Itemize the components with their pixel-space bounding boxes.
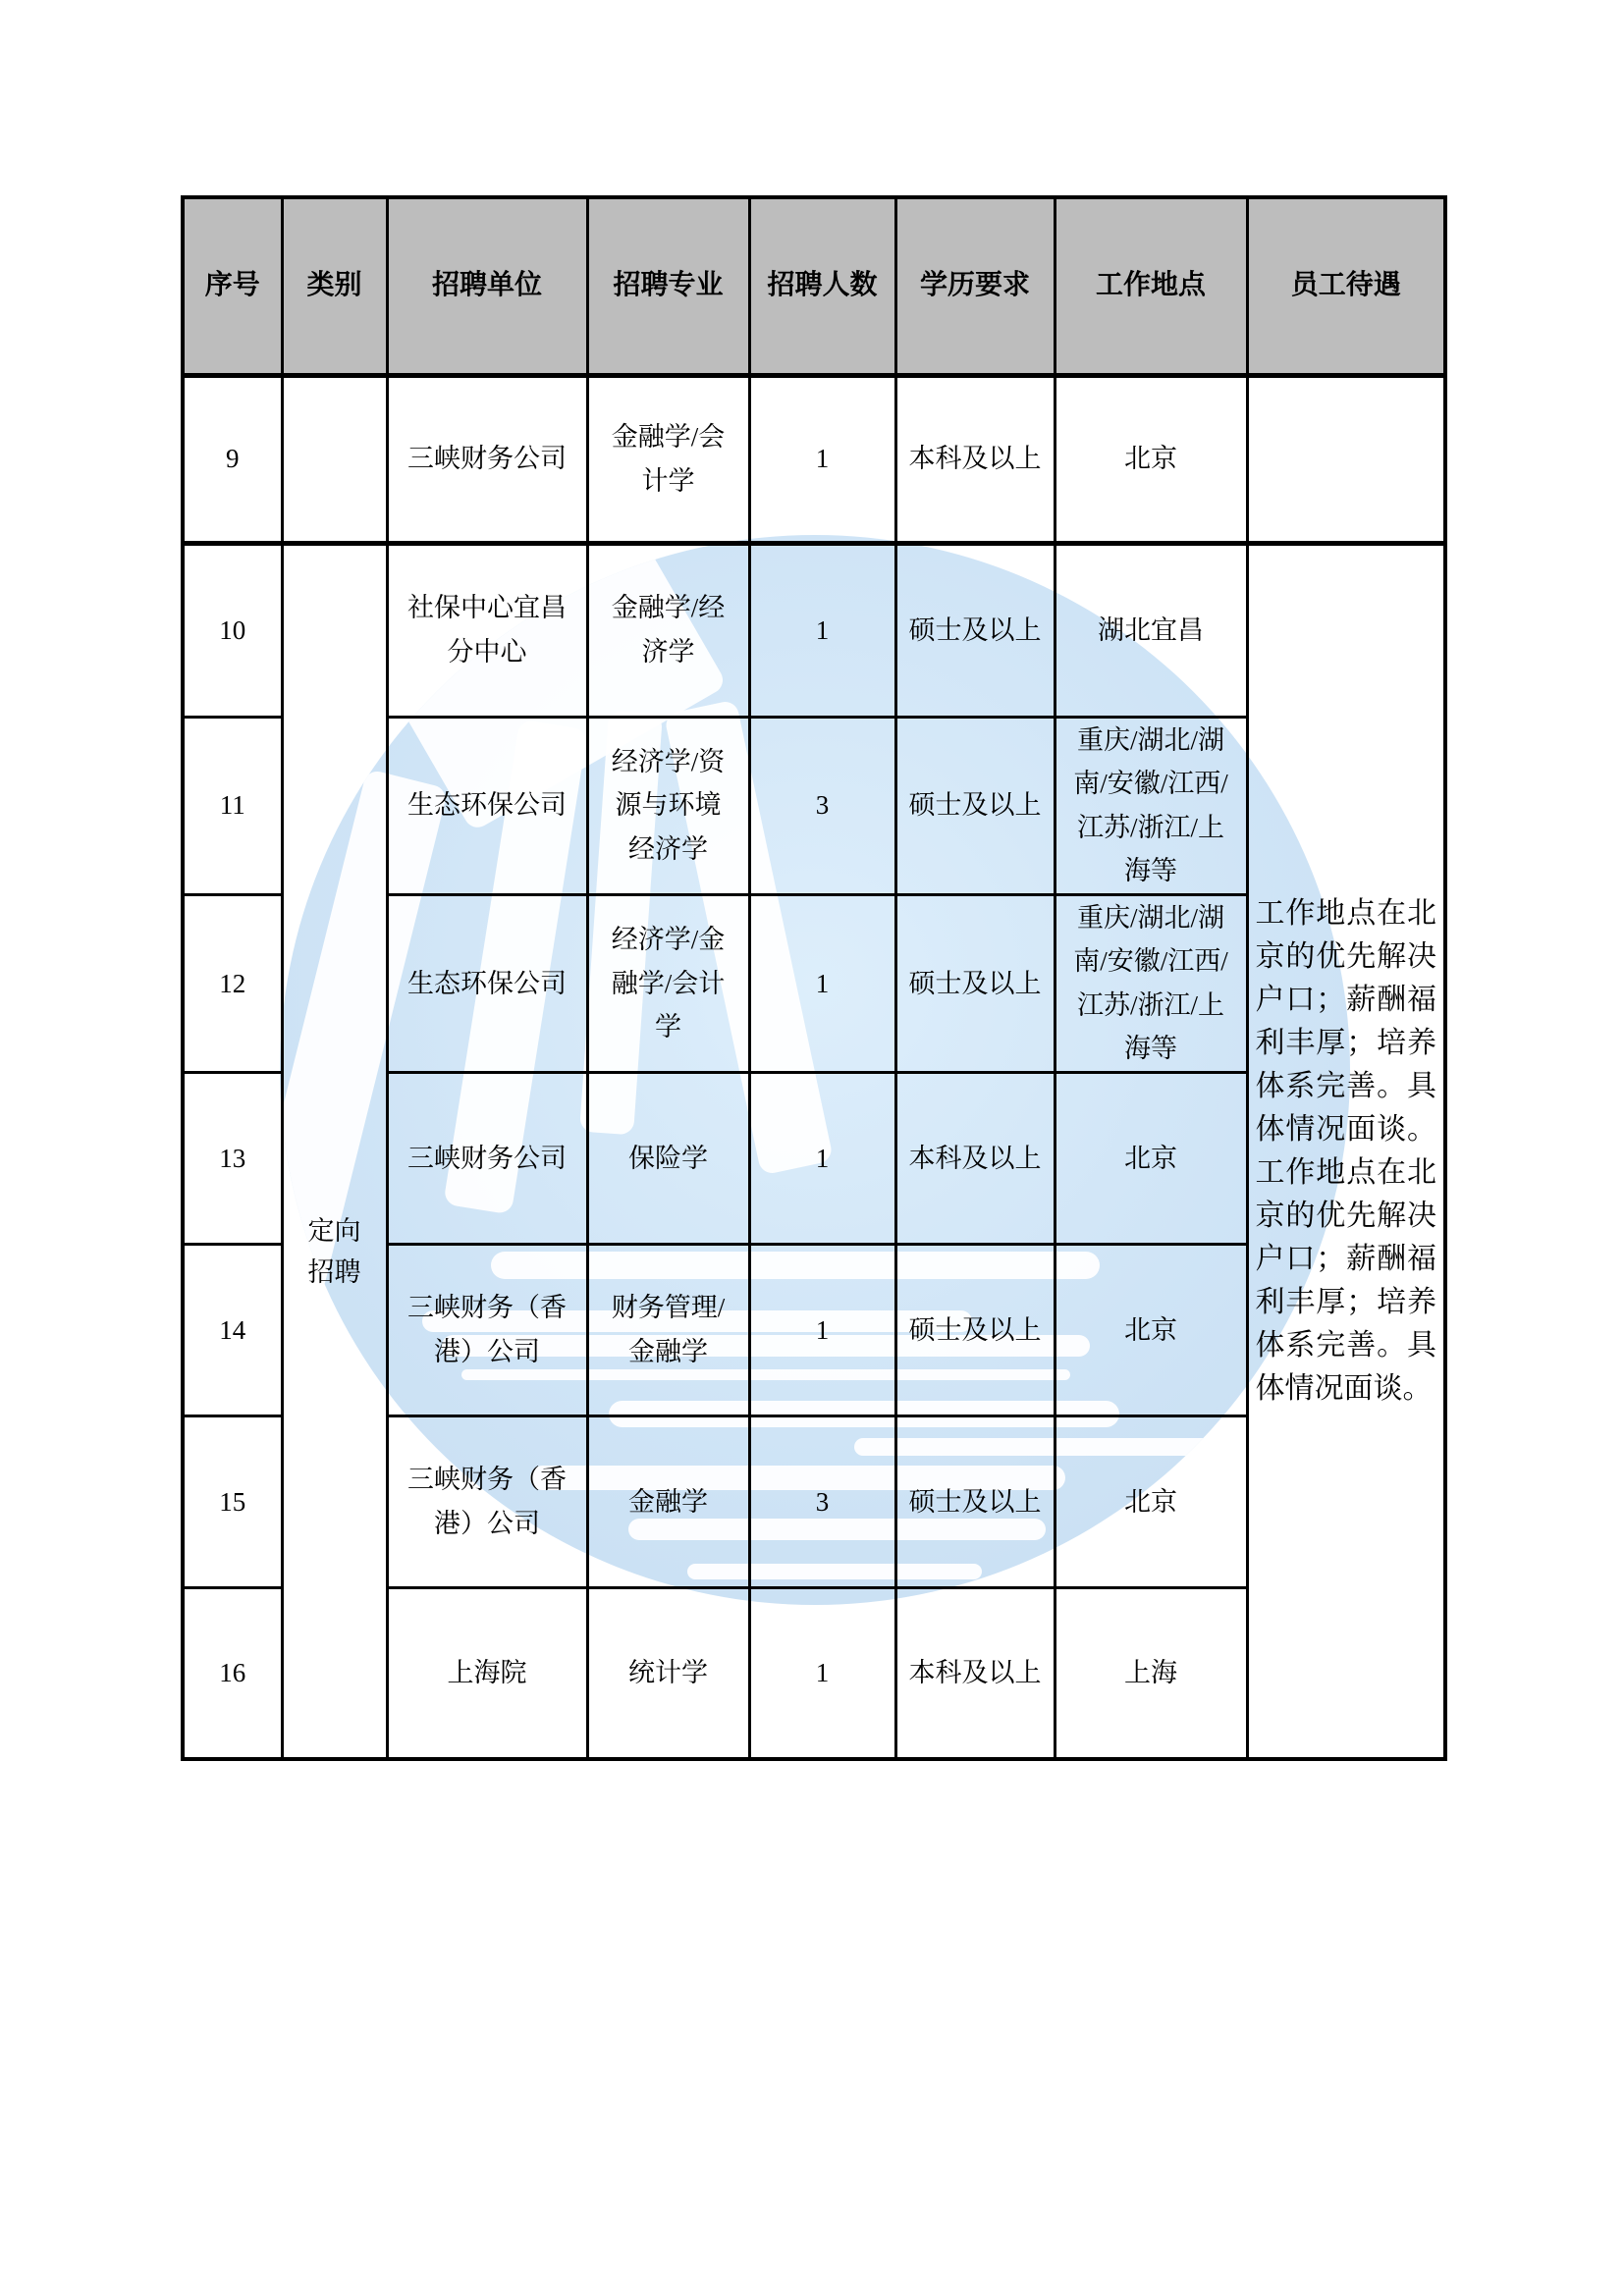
cell-unit: 上海院 [387, 1587, 587, 1759]
cell-location: 北京 [1055, 1244, 1247, 1415]
cell-category-empty [282, 375, 387, 543]
cell-location: 重庆/湖北/湖南/安徽/江西/江苏/浙江/上海等 [1055, 894, 1247, 1072]
cell-no: 12 [183, 894, 282, 1072]
cell-no: 13 [183, 1072, 282, 1244]
cell-major: 统计学 [587, 1587, 749, 1759]
header-count: 招聘人数 [749, 197, 895, 375]
cell-location: 湖北宜昌 [1055, 543, 1247, 717]
cell-major: 经济学/资源与环境经济学 [587, 717, 749, 894]
cell-count: 1 [749, 1244, 895, 1415]
cell-education: 硕士及以上 [895, 717, 1055, 894]
header-no: 序号 [183, 197, 282, 375]
cell-location: 重庆/湖北/湖南/安徽/江西/江苏/浙江/上海等 [1055, 717, 1247, 894]
cell-location: 北京 [1055, 1072, 1247, 1244]
cell-count: 1 [749, 1072, 895, 1244]
header-education: 学历要求 [895, 197, 1055, 375]
cell-no: 10 [183, 543, 282, 717]
cell-education: 本科及以上 [895, 375, 1055, 543]
category-label: 定向招聘 [307, 1215, 361, 1287]
header-unit: 招聘单位 [387, 197, 587, 375]
cell-education: 硕士及以上 [895, 543, 1055, 717]
cell-unit: 生态环保公司 [387, 717, 587, 894]
cell-no: 16 [183, 1587, 282, 1759]
cell-count: 1 [749, 1587, 895, 1759]
cell-major: 保险学 [587, 1072, 749, 1244]
header-benefits: 员工待遇 [1247, 197, 1445, 375]
cell-unit: 社保中心宜昌分中心 [387, 543, 587, 717]
header-location: 工作地点 [1055, 197, 1247, 375]
cell-major: 经济学/金融学/会计学 [587, 894, 749, 1072]
cell-education: 硕士及以上 [895, 1415, 1055, 1587]
cell-unit: 三峡财务（香港）公司 [387, 1415, 587, 1587]
cell-count: 1 [749, 375, 895, 543]
cell-no: 9 [183, 375, 282, 543]
cell-location: 上海 [1055, 1587, 1247, 1759]
cell-unit: 三峡财务公司 [387, 1072, 587, 1244]
table-row [183, 375, 1445, 543]
header-major: 招聘专业 [587, 197, 749, 375]
cell-unit: 生态环保公司 [387, 894, 587, 1072]
cell-benefits-empty [1247, 375, 1445, 543]
cell-count: 1 [749, 543, 895, 717]
cell-education: 本科及以上 [895, 1072, 1055, 1244]
cell-no: 11 [183, 717, 282, 894]
cell-benefits-merged: 工作地点在北京的优先解决户口；薪酬福利丰厚；培养体系完善。具体情况面谈。工作地点在北京的优先解决户口；薪酬福利丰厚；培养体系完善。具体情况面谈。 [1247, 543, 1445, 1759]
header-row [183, 197, 1445, 375]
cell-count: 3 [749, 1415, 895, 1587]
cell-major: 金融学/会计学 [587, 375, 749, 543]
cell-unit: 三峡财务公司 [387, 375, 587, 543]
cell-location: 北京 [1055, 1415, 1247, 1587]
cell-location: 北京 [1055, 375, 1247, 543]
table-row [183, 543, 1445, 717]
recruitment-table [181, 195, 1447, 1761]
cell-no: 15 [183, 1415, 282, 1587]
cell-count: 3 [749, 717, 895, 894]
cell-major: 金融学 [587, 1415, 749, 1587]
cell-major: 金融学/经济学 [587, 543, 749, 717]
cell-education: 硕士及以上 [895, 894, 1055, 1072]
cell-count: 1 [749, 894, 895, 1072]
cell-major: 财务管理/金融学 [587, 1244, 749, 1415]
cell-unit: 三峡财务（香港）公司 [387, 1244, 587, 1415]
header-category: 类别 [282, 197, 387, 375]
cell-education: 硕士及以上 [895, 1244, 1055, 1415]
cell-category-merged [282, 543, 387, 1759]
cell-education: 本科及以上 [895, 1587, 1055, 1759]
cell-no: 14 [183, 1244, 282, 1415]
